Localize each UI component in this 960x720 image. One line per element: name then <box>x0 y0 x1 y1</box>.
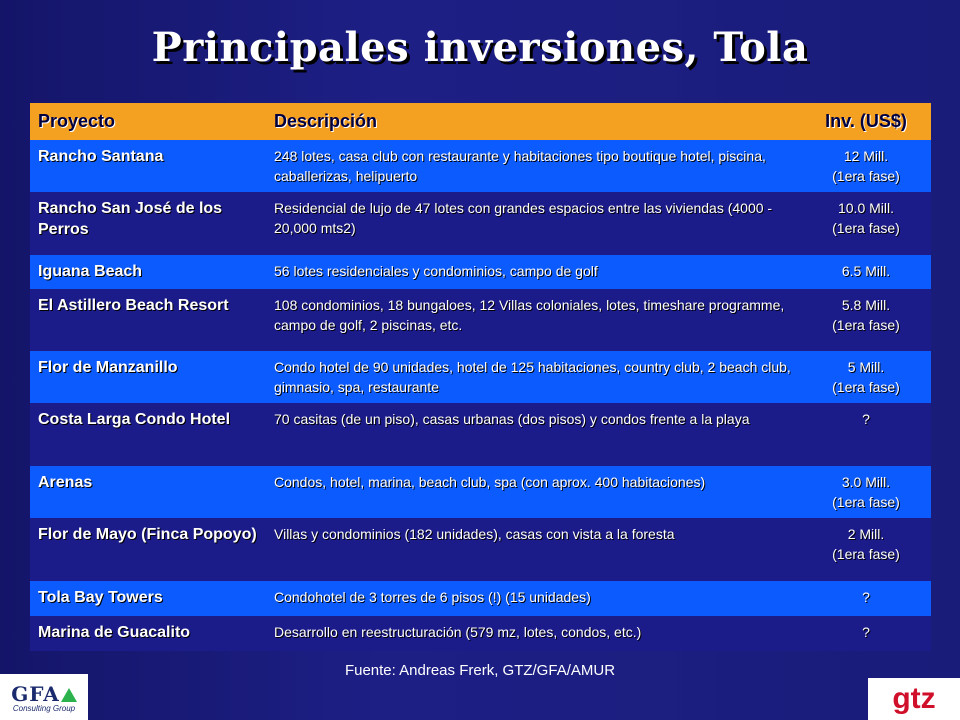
inv-phase: (1era fase) <box>832 546 900 562</box>
cell-descripcion: Condos, hotel, marina, beach club, spa (con aprox. 400 habitaciones) <box>266 466 801 518</box>
cell-proyecto: Flor de Mayo (Finca Popoyo) <box>30 518 266 581</box>
cell-descripcion: 248 lotes, casa club con restaurante y habitaciones tipo boutique hotel, piscina, caballerizas, helipuerto <box>266 140 801 192</box>
table-row <box>30 518 931 581</box>
cell-proyecto: El Astillero Beach Resort <box>30 289 266 351</box>
inv-amount: ? <box>862 589 870 605</box>
inv-amount: 2 Mill. <box>847 526 885 542</box>
inv-phase: (1era fase) <box>832 317 900 333</box>
gfa-logo-text: GFA <box>11 681 60 706</box>
inv-amount: 10.0 Mill. <box>837 200 895 216</box>
gfa-logo <box>0 674 88 720</box>
inv-amount: ? <box>862 411 870 427</box>
table-row <box>30 466 931 518</box>
cell-inversion <box>801 140 931 192</box>
cell-inversion <box>801 616 931 651</box>
cell-proyecto: Rancho San José de los Perros <box>30 192 266 255</box>
cell-descripcion: Desarrollo en reestructuración (579 mz, lotes, condos, etc.) <box>266 616 801 651</box>
table-row <box>30 403 931 466</box>
cell-inversion <box>801 466 931 518</box>
cell-descripcion: 70 casitas (de un piso), casas urbanas (dos pisos) y condos frente a la playa <box>266 403 801 466</box>
cell-inversion <box>801 518 931 581</box>
cell-inversion <box>801 289 931 351</box>
cell-inversion <box>801 351 931 403</box>
table-row <box>30 351 931 403</box>
cell-proyecto: Flor de Manzanillo <box>30 351 266 403</box>
cell-proyecto: Iguana Beach <box>30 255 266 289</box>
cell-proyecto: Tola Bay Towers <box>30 581 266 616</box>
table-row <box>30 616 931 651</box>
cell-proyecto: Arenas <box>30 466 266 518</box>
cell-inversion <box>801 403 931 466</box>
inv-amount: 5.8 Mill. <box>841 297 891 313</box>
table-row <box>30 581 931 616</box>
cell-descripcion: Residencial de lujo de 47 lotes con grandes espacios entre las viviendas (4000 - 20,000 mts2) <box>266 192 801 255</box>
cell-descripcion: Condohotel de 3 torres de 6 pisos (!) (15 unidades) <box>266 581 801 616</box>
inv-amount: 3.0 Mill. <box>841 474 891 490</box>
slide-title: Principales inversiones, Tola <box>151 24 809 71</box>
inv-amount: 6.5 Mill. <box>841 263 891 279</box>
cell-descripcion: Villas y condominios (182 unidades), casas con vista a la foresta <box>266 518 801 581</box>
cell-inversion <box>801 255 931 289</box>
cell-proyecto: Marina de Guacalito <box>30 616 266 651</box>
header-descripcion: Descripción <box>266 103 801 140</box>
header-proyecto: Proyecto <box>30 103 266 140</box>
cell-inversion <box>801 192 931 255</box>
cell-descripcion: Condo hotel de 90 unidades, hotel de 125 habitaciones, country club, 2 beach club, gimnasio, spa, restaurante <box>266 351 801 403</box>
gtz-logo: gtz <box>868 678 960 720</box>
gfa-logo-subtitle: Consulting Group <box>12 703 76 713</box>
table-row <box>30 140 931 192</box>
table-row <box>30 255 931 289</box>
triangle-icon <box>61 688 77 702</box>
inv-phase: (1era fase) <box>832 168 900 184</box>
table-header-row <box>30 103 931 140</box>
inv-amount: 5 Mill. <box>847 359 885 375</box>
cell-descripcion: 56 lotes residenciales y condominios, campo de golf <box>266 255 801 289</box>
table-row <box>30 192 931 255</box>
investments-table <box>30 103 931 651</box>
inv-amount: 12 Mill. <box>843 148 889 164</box>
cell-proyecto: Costa Larga Condo Hotel <box>30 403 266 466</box>
inv-phase: (1era fase) <box>832 220 900 236</box>
inv-phase: (1era fase) <box>832 494 900 510</box>
table-row <box>30 289 931 351</box>
cell-proyecto: Rancho Santana <box>30 140 266 192</box>
cell-inversion <box>801 581 931 616</box>
inv-amount: ? <box>862 624 870 640</box>
cell-descripcion: 108 condominios, 18 bungaloes, 12 Villas coloniales, lotes, timeshare programme, campo de golf, 2 piscinas, etc. <box>266 289 801 351</box>
inv-phase: (1era fase) <box>832 379 900 395</box>
header-inversion: Inv. (US$) <box>801 103 931 140</box>
source-footer: Fuente: Andreas Frerk, GTZ/GFA/AMUR <box>344 662 616 679</box>
